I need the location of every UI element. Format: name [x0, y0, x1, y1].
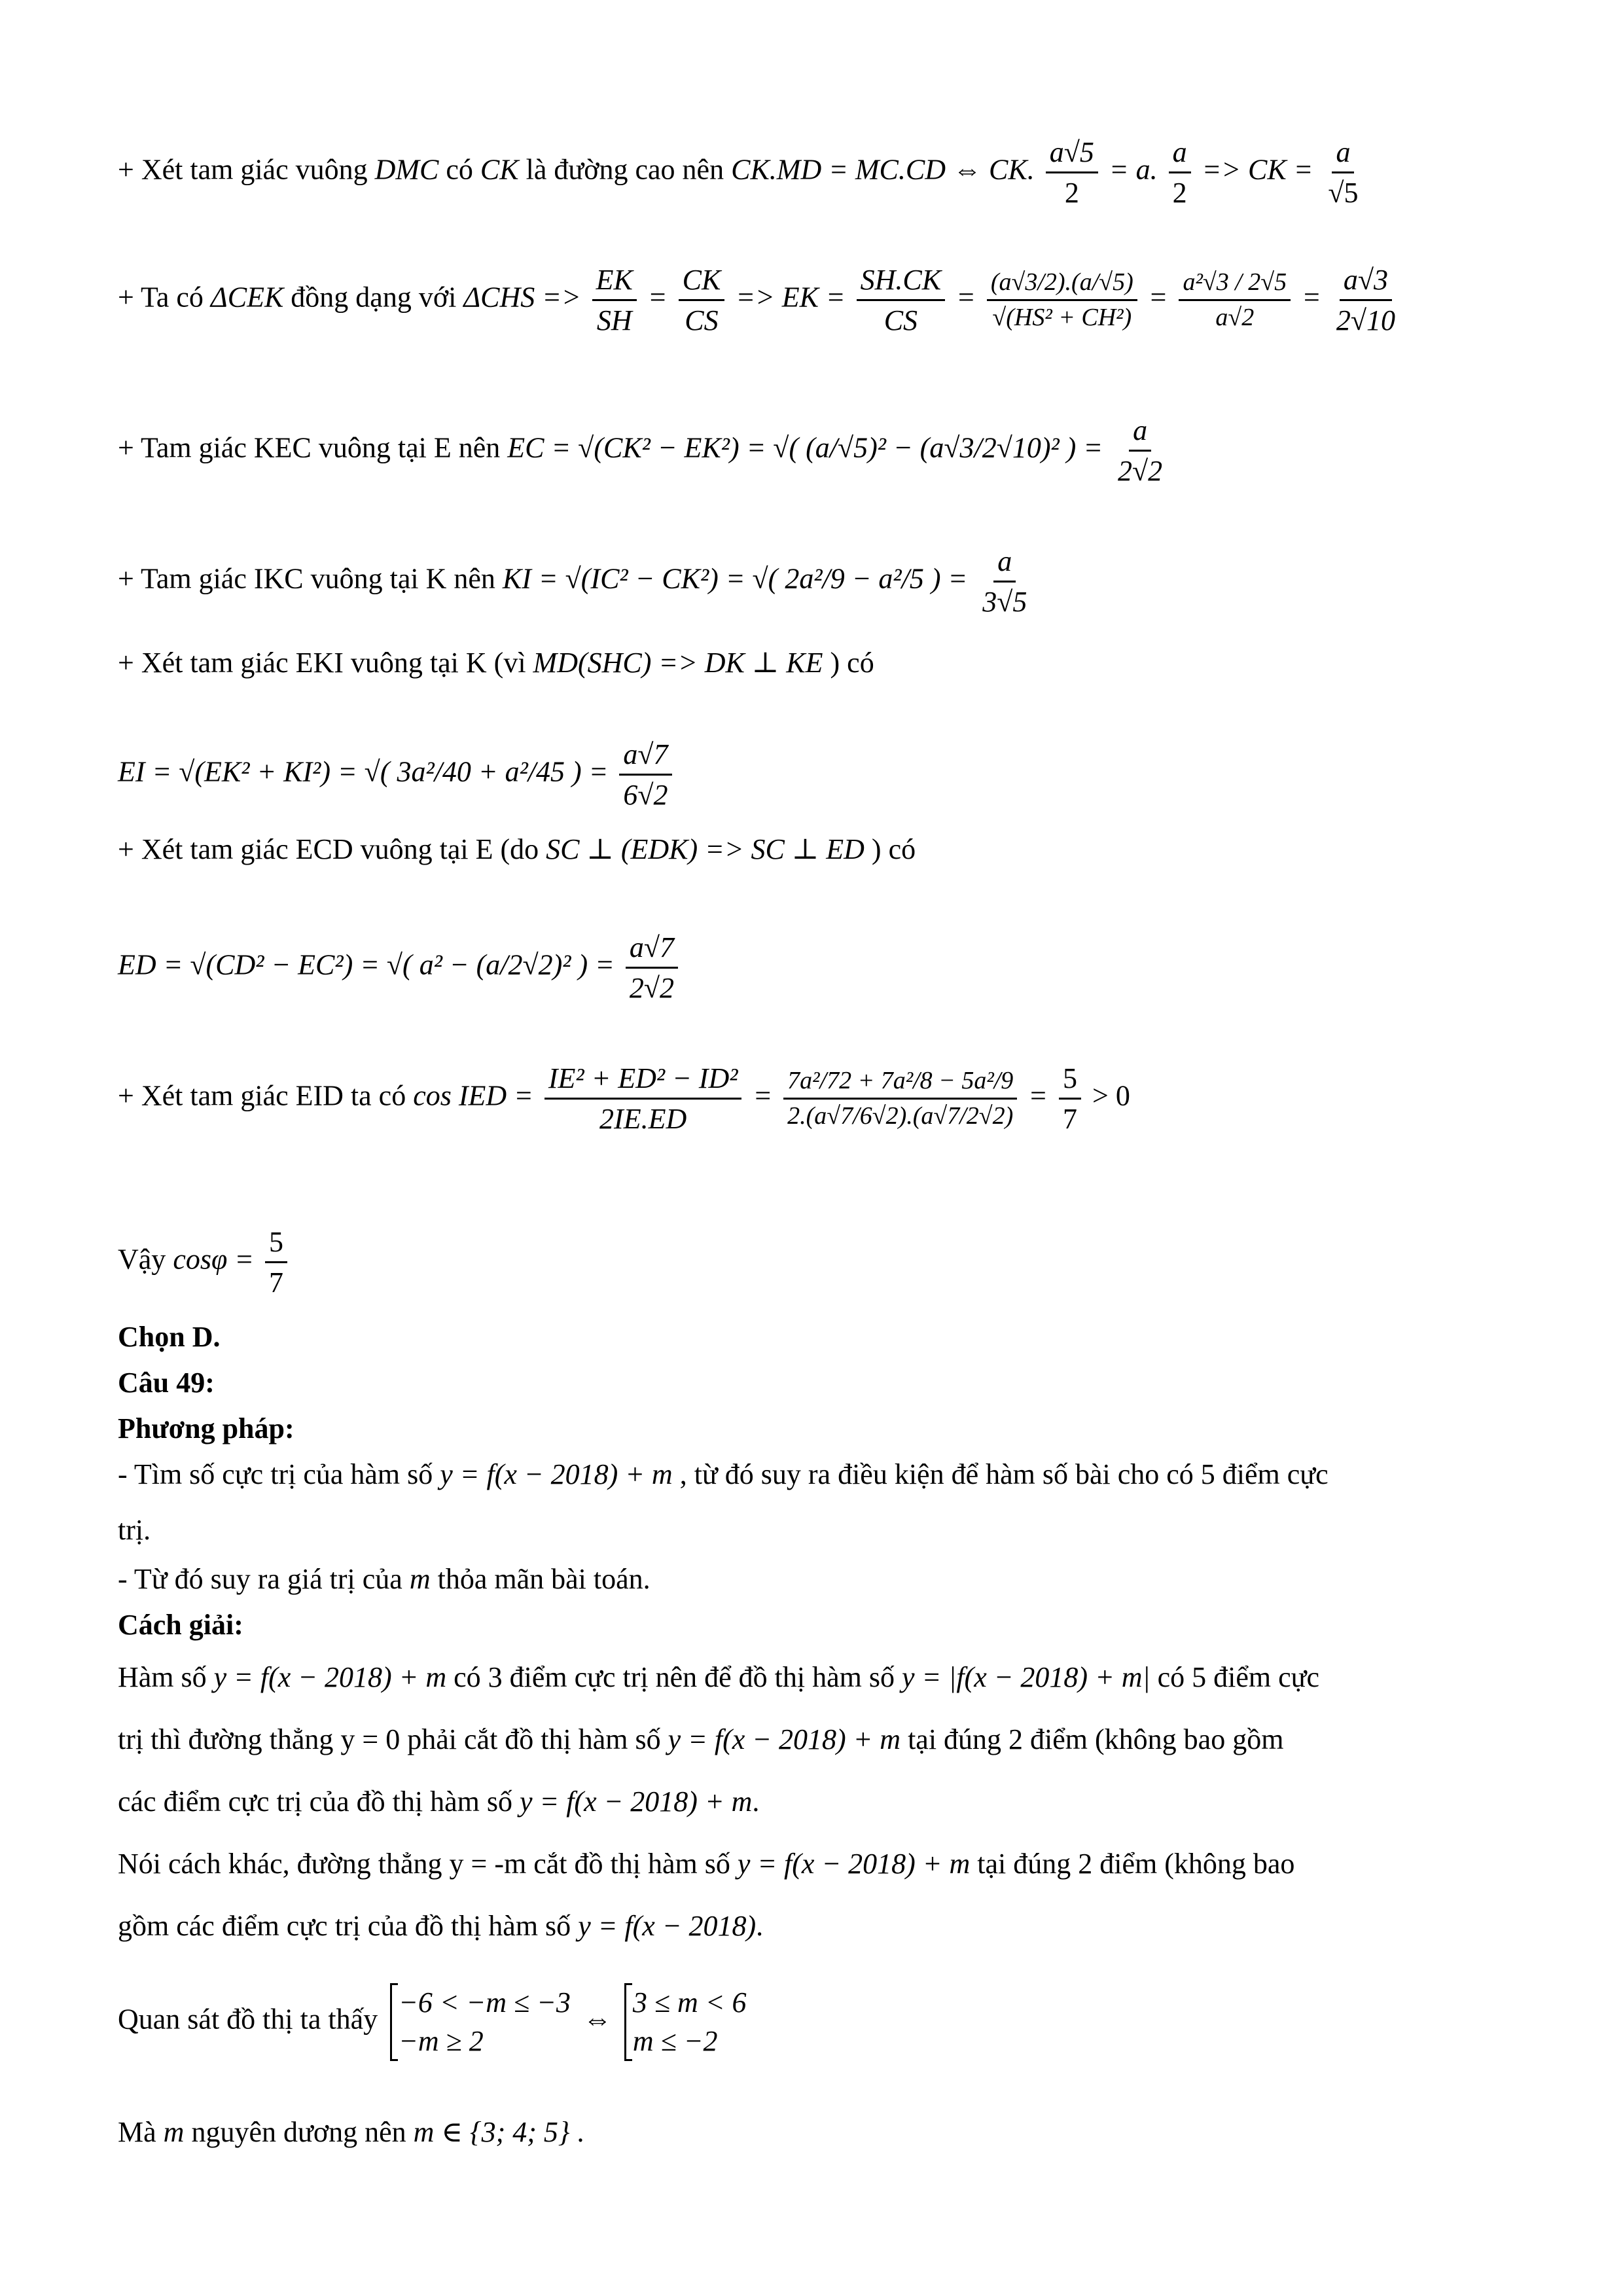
math: DMC: [374, 153, 439, 186]
line-cos-ied: + Xét tam giác EID ta có cos IED = $\frac{\text{IE² + ED² − ID²}}{2IE.ED}$ = $\frac{\text{7a²/72 + 7a²/8 − 5a²/9}}{2.(a√7/6√2).(a√7/2√2)}$ = $\frac{5}{7}$ > 0: [118, 1060, 1512, 1137]
answer-choice: Chọn D.: [118, 1321, 221, 1353]
fraction: $\frac{EK}{SH}$: [592, 262, 637, 338]
text: Mà: [118, 2116, 156, 2148]
condition-system-2: 3 ≤ m < 6 m ≤ −2: [624, 1983, 747, 2061]
fraction: $\frac{\text{7a²/72 + 7a²/8 − 5a²/9}}{2.(a√7/6√2).(a√7/2√2)}$: [783, 1066, 1017, 1132]
question-heading: Câu 49:: [118, 1367, 215, 1399]
fraction: $\frac{a}{2}$: [1169, 134, 1191, 211]
text: là đường cao nên: [526, 153, 724, 186]
text: nguyên dương nên: [191, 2116, 406, 2148]
fraction: $\frac{(a√3/2).(a/√5)}{\text{√(HS² + CH²)}}$: [987, 267, 1137, 334]
math: CK: [480, 153, 519, 186]
math: m: [163, 2116, 185, 2148]
text: y = -m: [449, 1848, 527, 1880]
method-step-2: [118, 1561, 1512, 1597]
text: + Xét tam giác EKI vuông tại K (vì: [118, 647, 526, 679]
text: Nói cách khác, đường thẳng: [118, 1848, 442, 1880]
math: y = f(x − 2018) + m: [440, 1458, 673, 1490]
fraction: $\frac{\text{IE² + ED² − ID²}}{2IE.ED}$: [544, 1060, 742, 1137]
fraction: $\frac{a}{√5}$: [1324, 134, 1362, 211]
math: y = f(x − 2018): [578, 1910, 757, 1942]
math: y = f(x − 2018) + m: [737, 1848, 971, 1880]
text: .: [577, 2116, 584, 2148]
text: có 5 điểm cực: [1157, 1661, 1320, 1693]
fraction: $\frac{SH.CK}{CS}$: [857, 262, 945, 338]
text: gồm các điểm cực trị của đồ thị hàm số: [118, 1910, 571, 1942]
math: ED = √(CD² − EC²) = √( a² − (a/2√2)² ) =: [118, 948, 615, 981]
fraction: $\frac{\text{a²√3 / 2√5}}{a√2}$: [1179, 267, 1291, 334]
method-step-1: [118, 1456, 1512, 1492]
math: m: [409, 1563, 431, 1595]
math: SC ⊥ (EDK) => SC ⊥ ED: [546, 833, 865, 865]
math: y = f(x − 2018) + m: [668, 1723, 901, 1755]
solution-line-4: [118, 1846, 1512, 1882]
method-step-1-cont: trị.: [118, 1514, 151, 1546]
solution-line-7: [118, 2114, 1512, 2150]
line-ck-derivation: [118, 134, 1512, 211]
fraction: $\frac{a}{3√5}$: [978, 543, 1031, 620]
math: => CK =: [1202, 153, 1313, 186]
math: = a.: [1109, 153, 1158, 186]
solution-line-1: [118, 1659, 1512, 1695]
solution-heading: Cách giải:: [118, 1609, 243, 1641]
solution-line-6: [118, 1983, 1512, 2061]
line-ki-derivation: [118, 543, 1512, 620]
text: Hàm số: [118, 1661, 207, 1693]
text: + Xét tam giác ECD vuông tại E (do: [118, 833, 539, 865]
line-ek-derivation: + Ta có ΔCEK đồng dạng với ΔCHS => $\frac{EK}{SH}$ = $\frac{CK}{CS}$ => EK = $\frac{SH.CK}{CS}$ = $\frac{(a√3/2).(a/√5)}{\text{√(HS² + CH²)}}$ = $\frac{\text{a²√3 / 2√5}}{a√2}$ = $\frac{a√3}{2√10}$: [118, 262, 1512, 338]
text: + Xét tam giác vuông: [118, 153, 368, 186]
method-heading: Phương pháp:: [118, 1412, 294, 1444]
math: CK.MD = MC.CD ⇔ CK.: [731, 153, 1035, 186]
text: thỏa mãn bài toán.: [437, 1563, 651, 1595]
text: + Tam giác IKC vuông tại K nên: [118, 562, 495, 595]
line-conclusion-cos: [118, 1224, 1512, 1300]
line-ei-derivation: [118, 736, 1512, 813]
text: , từ đó suy ra điều kiện để hàm số bài cho có 5 điểm cực: [679, 1458, 1329, 1490]
fraction: $\frac{a}{2√2}$: [1114, 412, 1166, 489]
text: có 3 điểm cực trị nên để đồ thị hàm số: [454, 1661, 895, 1693]
math: ΔCEK: [210, 281, 284, 314]
math: m ∈ {3; 4; 5}: [413, 2116, 570, 2148]
text: Vậy: [118, 1243, 166, 1276]
fraction: $\frac{a√7}{6√2}$: [619, 736, 671, 813]
text: các điểm cực trị của đồ thị hàm số: [118, 1785, 512, 1818]
math: EI = √(EK² + KI²) = √( 3a²/40 + a²/45 ) =: [118, 755, 609, 788]
line-ecd-triangle: [118, 831, 1512, 867]
line-eki-triangle: [118, 645, 1512, 681]
math: MD(SHC) => DK ⊥ KE: [533, 647, 823, 679]
text: phải cắt đồ thị hàm số: [407, 1723, 661, 1755]
text: y = 0: [340, 1723, 401, 1755]
text: ) có: [871, 833, 916, 865]
fraction: $\frac{a√3}{2√10}$: [1332, 262, 1399, 338]
text: .: [752, 1785, 760, 1818]
condition-system-1: −6 < −m ≤ −3 −m ≥ 2: [390, 1983, 571, 2061]
solution-line-3: [118, 1784, 1512, 1820]
fraction: $\frac{a√5}{2}$: [1046, 134, 1098, 211]
text: đồng dạng với: [291, 281, 457, 314]
fraction: $\frac{a√7}{2√2}$: [626, 929, 678, 1006]
text: tại đúng 2 điểm (không bao: [977, 1848, 1295, 1880]
math: cosφ =: [173, 1243, 254, 1276]
fraction: $\frac{5}{7}$: [265, 1224, 287, 1300]
math: cos IED =: [413, 1079, 533, 1112]
fraction: $\frac{5}{7}$: [1059, 1060, 1081, 1137]
line-ed-derivation: [118, 929, 1512, 1006]
solution-line-2: [118, 1721, 1512, 1757]
text: ) có: [830, 647, 874, 679]
text: Quan sát đồ thị ta thấy: [118, 2003, 378, 2036]
math: y = f(x − 2018) + m: [519, 1785, 753, 1818]
text: + Ta có: [118, 281, 204, 314]
math: => EK =: [736, 281, 846, 314]
math: KI = √(IC² − CK²) = √( 2a²/9 − a²/5 ) =: [502, 562, 968, 595]
text: tại đúng 2 điểm (không bao gồm: [908, 1723, 1284, 1755]
text: có: [446, 153, 473, 186]
text: .: [756, 1910, 764, 1942]
text: + Xét tam giác EID ta có: [118, 1079, 406, 1112]
line-ec-derivation: [118, 412, 1512, 489]
text: + Tam giác KEC vuông tại E nên: [118, 431, 501, 464]
text: - Từ đó suy ra giá trị của: [118, 1563, 402, 1595]
fraction: $\frac{CK}{CS}$: [679, 262, 725, 338]
text: - Tìm số cực trị của hàm số: [118, 1458, 433, 1490]
math: EC = √(CK² − EK²) = √( (a/√5)² − (a√3/2√10)² ) =: [507, 431, 1103, 464]
math: ⇔: [582, 2003, 612, 2036]
math: y = |f(x − 2018) + m|: [902, 1661, 1150, 1693]
text: trị thì đường thẳng: [118, 1723, 334, 1755]
math: y = f(x − 2018) + m: [213, 1661, 447, 1693]
math: > 0: [1092, 1079, 1130, 1112]
text: cắt đồ thị hàm số: [533, 1848, 730, 1880]
math: ΔCHS =>: [463, 281, 581, 314]
solution-line-5: [118, 1908, 1512, 1944]
